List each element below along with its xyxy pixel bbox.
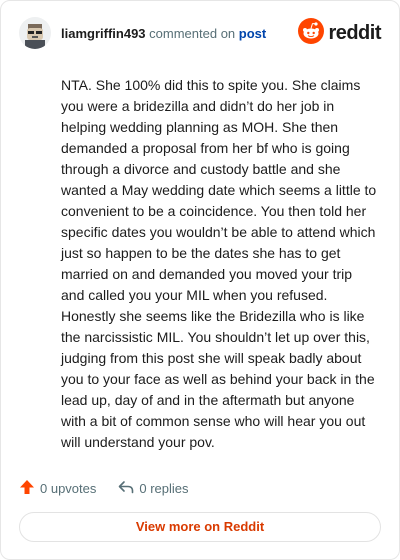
comment-actions [19,478,189,498]
reddit-snoo-icon [298,18,324,49]
commented-on-text: commented on [149,26,236,41]
user-avatar[interactable] [19,17,51,49]
username-link[interactable]: liamgriffin493 [61,26,146,41]
upvote-count: 0 upvotes [40,480,97,496]
comment-header [19,17,383,51]
post-link[interactable]: post [238,26,267,41]
comment-text: NTA. She 100% did this to spite you. She claims you were a bridezilla and didn’t do her job in helping wedding planning as MOH. She then demanded a proposal from her bf who is going through a divorce and custody battle and she wanted a May wedding date which seems a little to convenient to be a coincidence. You then told her specific dates you wouldn’t be able to attend which just so happen to be the dates she has to get married on and demanded you moved your trip and called you your MIL when you refused. Honestly she seems like the Bridezilla who is like the narcissistic MIL. You shouldn’t let up over this, judging from this post she will speak badly about you to your face as well as behind your back in the lead up, day of and in the aftermath but anyone with a bit of common sense who will hear you out will understand your pov. [61,77,377,450]
reply-count: 0 replies [139,480,189,496]
comment-attribution [61,26,266,41]
upvote-arrow-icon [19,479,35,498]
reddit-wordmark: reddit [328,21,381,44]
view-more-button[interactable]: View more on Reddit [19,512,381,542]
replies-button[interactable] [118,479,188,498]
reply-arrow-icon [118,479,134,498]
reddit-logo[interactable] [298,19,381,47]
upvote-button[interactable] [19,479,96,498]
